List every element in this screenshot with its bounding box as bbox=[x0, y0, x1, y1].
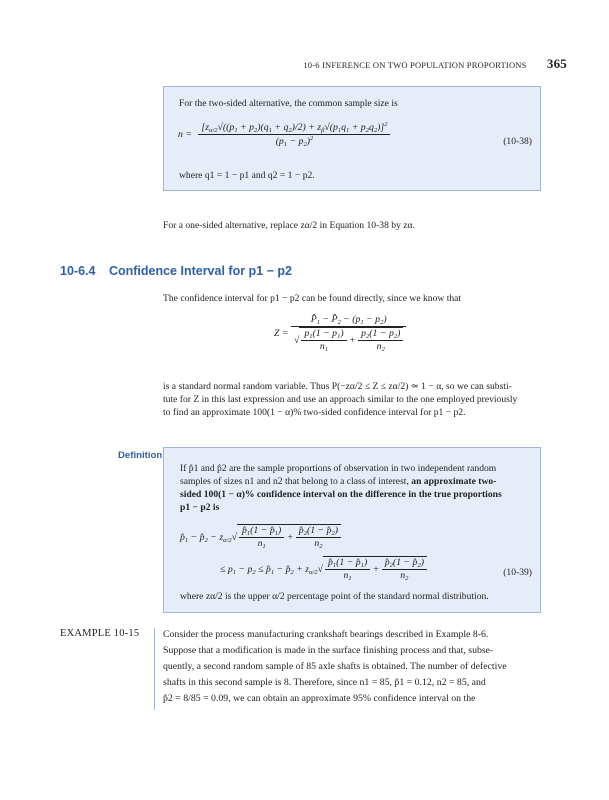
example-label: EXAMPLE 10-15 bbox=[60, 628, 140, 639]
sample-size-equation: n = $\frac{[z_{\alpha/2}√((p_1 + p_2)(q_1 + q_2)/2) + z_\beta√(p_1q_1 + p_2q_2)]^2}{(p_1 - p_2)^2}$ bbox=[178, 121, 390, 148]
def-bold-2: sided 100(1 − α)% confidence interval on the difference in the true proportions bbox=[180, 489, 502, 500]
def-bold-1: an approximate two- bbox=[411, 476, 497, 487]
after-z-line-2: tute for Z in this last expression and use an approach similar to the one employed previously bbox=[163, 394, 518, 405]
example-line-1: Consider the process manufacturing crankshaft bearings described in Example 8-6. bbox=[163, 629, 489, 640]
def-line-2 bbox=[180, 475, 496, 489]
after-z-line-1: is a standard normal random variable. Thus P(−zα/2 ≤ Z ≤ zα/2) ≃ 1 − α, so we can substi- bbox=[163, 381, 512, 392]
ci-intro: The confidence interval for p1 − p2 can be found directly, since we know that bbox=[163, 293, 462, 304]
example-line-3: quently, a second random sample of 85 axle shafts is obtained. The number of defective bbox=[163, 661, 507, 672]
def-bold-3: p1 − p2 is bbox=[180, 502, 220, 513]
ci-equation-line-2: ≤ $p_1 - p_2$ ≤ $p̂_1$ − $p̂_2 + z_{\alpha/2}√$ $\frac{p̂_1(1 - p̂_1)}{n_1}$ + $\frac{p̂_2(1 - p̂_2)}{n_2}$ bbox=[220, 556, 427, 582]
ci-equation-line-1: $p̂_1$ − $p̂_2 - z_{\alpha/2}√$ $\frac{p̂_1(1 - p̂_1)}{n_1}$ + $\frac{p̂_2(1 - p̂_2)}{n_2}$ bbox=[180, 524, 341, 550]
section-title: Confidence Interval for p1 − p2 bbox=[108, 264, 292, 278]
definition-box bbox=[163, 447, 541, 613]
def-where: where zα/2 is the upper α/2 percentage point of the standard normal distribution. bbox=[180, 591, 489, 602]
one-sided-note: For a one-sided alternative, replace zα/2 in Equation 10-38 by zα. bbox=[163, 220, 415, 231]
page-number: 365 bbox=[546, 56, 567, 71]
box1-where: where q1 = 1 − p1 and q2 = 1 − p2. bbox=[179, 170, 315, 181]
z-statistic-equation: Z = $P̂_1$ − $P̂_2 - (p_1 - p_2)$ √ $\frac{p_1(1 - p_1)}{n_1}$ + $\frac{p_2(1 - p_2)}{n_2}$ bbox=[274, 314, 406, 353]
running-header bbox=[303, 56, 567, 72]
after-z-line-3: to find an approximate 100(1 − α)% two-sided confidence interval for p1 − p2. bbox=[163, 407, 466, 418]
eq-label-10-39: (10-39) bbox=[503, 567, 532, 578]
sample-size-box bbox=[163, 86, 541, 191]
definition-label: Definition bbox=[118, 450, 163, 461]
running-title: 10-6 INFERENCE ON TWO POPULATION PROPORTIONS bbox=[303, 60, 527, 70]
section-number: 10-6.4 bbox=[60, 264, 96, 278]
section-heading bbox=[60, 264, 292, 278]
box1-intro: For the two-sided alternative, the common sample size is bbox=[179, 98, 398, 109]
example-divider bbox=[154, 628, 155, 710]
def-line-2-text: samples of sizes n1 and n2 that belong to a class of interest, bbox=[180, 476, 409, 487]
example-line-4: shafts in this second sample is 8. Therefore, since n1 = 85, p̂1 = 0.12, n2 = 85, and bbox=[163, 677, 486, 688]
example-line-2: Suppose that a modification is made in the surface finishing process and that, subse- bbox=[163, 645, 494, 656]
def-line-1: If p̂1 and p̂2 are the sample proportions of observation in two independent random bbox=[180, 463, 497, 474]
eq-label-10-38: (10-38) bbox=[503, 136, 532, 147]
example-line-5: p̂2 = 8/85 = 0.09, we can obtain an approximate 95% confidence interval on the bbox=[163, 693, 476, 704]
